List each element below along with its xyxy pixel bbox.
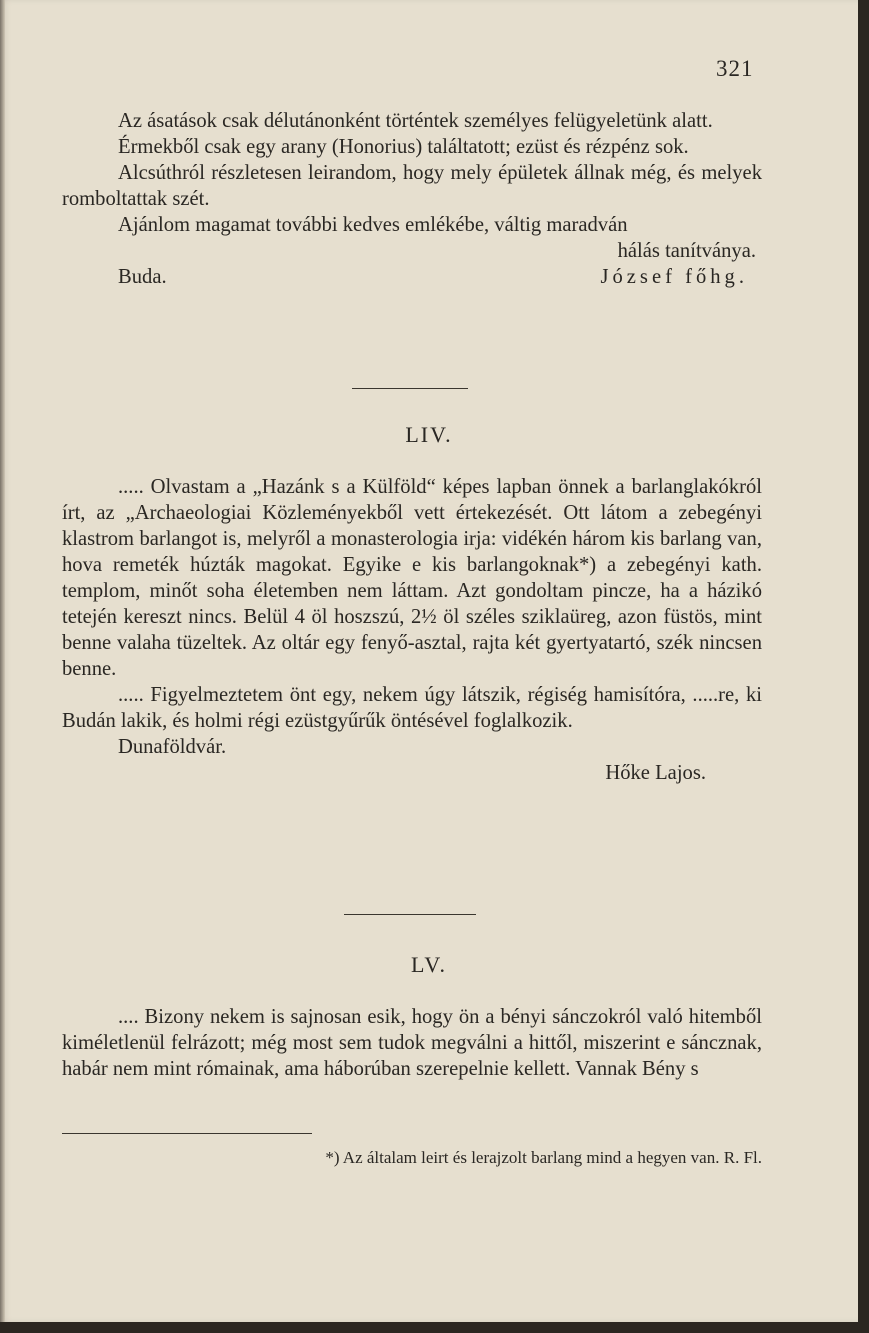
paragraph: Érmekből csak egy arany (Honorius) találtatott; ezüst és rézpénz sok.	[118, 136, 689, 158]
footnote: *) Az általam leirt és lerajzolt barlang mind a hegyen van. R. Fl.	[325, 1148, 762, 1167]
signature-row	[62, 264, 762, 290]
closing-line: hálás tanítványa.	[617, 240, 756, 262]
section-3	[62, 1004, 762, 1082]
section-divider	[344, 914, 476, 915]
paragraph: ..... Olvastam a „Hazánk s a Külföld“ képes lapban önnek a barlanglakókról írt, az „Archaeologiai Közleményekből vett értekezését. Ott látom a zebegényi klastrom barlangot is, melyről a monasterologia irja: vidékén három kis barlang van, hova remeték húzták magokat. Egyike e kis barlangoknak*) a zebegényi kath. templom, minőt soha életemben nem láttam. Azt gondoltam pincze, ha a házikó tetején kereszt nincs. Belül 4 öl hoszszú, 2½ öl széles sziklaüreg, azon füstös, mint benne valaha tüzeltek. Az oltár egy fenyő-asztal, rajta két gyertyatartó, szék nincsen benne.	[62, 476, 762, 680]
section-heading: LV.	[411, 952, 447, 977]
page-edge	[0, 0, 5, 1322]
place: Buda.	[118, 266, 167, 288]
footnote-divider	[62, 1133, 312, 1134]
page-number: 321	[716, 56, 754, 81]
signature: Hőke Lajos.	[605, 762, 706, 784]
paragraph: Ajánlom magamat további kedves emlékébe, váltig maradván	[118, 214, 628, 236]
section-2	[62, 474, 762, 786]
place: Dunaföldvár.	[118, 736, 227, 758]
section-1	[62, 108, 762, 290]
paragraph: .... Bizony nekem is sajnosan esik, hogy ön a bényi sánczokról való hitemből kiméletlenül felrázott; még most sem tudok megválni a hittől, miszerint e sáncznak, habár nem mint rómainak, ama háborúban szerepelnie kellett. Vannak Bény s	[62, 1006, 762, 1080]
paragraph: Az ásatások csak délutánonként történtek személyes felügyeletünk alatt.	[118, 110, 713, 132]
paragraph: Alcsúthról részletesen leirandom, hogy mely épületek állnak még, és melyek romboltattak szét.	[62, 162, 762, 210]
signature: József főhg.	[600, 266, 748, 288]
section-heading: LIV.	[405, 422, 453, 447]
paragraph: ..... Figyelmeztetem önt egy, nekem úgy látszik, régiség hamisítóra, .....re, ki Budán lakik, és holmi régi ezüstgyűrűk öntésével foglalkozik.	[62, 684, 762, 732]
section-divider	[352, 388, 468, 389]
